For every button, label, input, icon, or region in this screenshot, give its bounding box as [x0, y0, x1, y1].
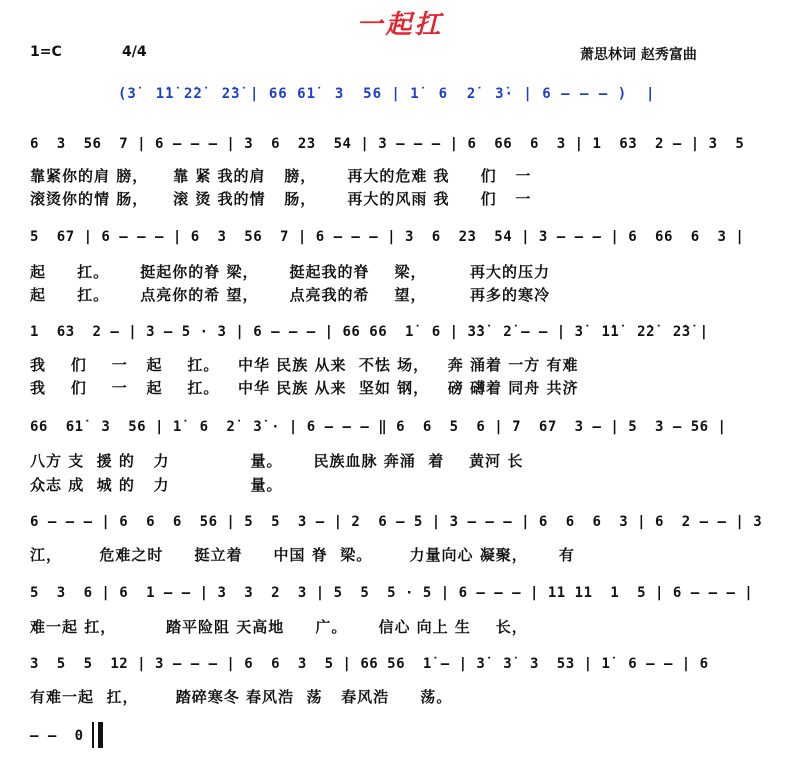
notation-row: 1 63 2 — | 3 — 5 · 3 | 6 — — — | 66 66 1̇ 6 | 3̇3̇ 2̇ — — | 3̇ 1̇1̇ 2̇2̇ 2̇3̇ | [30, 324, 709, 340]
song-title: 一起扛 [356, 10, 444, 40]
notation-row: 3 5 5 12 | 3 — — — | 6 6 3 5 | 66 56 1̇ — | 3̇ 3̇ 3 53 | 1̇ 6 — — | 6 [30, 656, 709, 672]
lyric-line: 起 扛。 挺起你的脊 梁， 挺起我的脊 梁， 再大的压力 [30, 263, 551, 281]
intro-notation: (3̇ 1̇1̇ 2̇2̇ 2̇3̇ | 66 61̇ 3 56 | 1̇ 6 2̇ 3̇· | 6 — — — ) | [118, 86, 656, 102]
lyric-line: 我 们 一 起 扛。 中华 民族 从来 不怯 场， 奔 涌着 一方 有难 [30, 356, 579, 374]
key-signature: 1=C [30, 44, 62, 60]
lyric-line: 滚烫你的情 肠， 滚 烫 我的情 肠， 再大的风雨 我 们 一 [30, 190, 532, 208]
notation-row: 6 3 56 7 | 6 — — — | 3 6 23 54 | 3 — — — | 6 66 6 3 | 1 63 2 — | 3 5 [30, 136, 745, 152]
credits: 萧思林词 赵秀富曲 [580, 47, 697, 63]
ending-notation: — — 0 [30, 728, 84, 744]
lyric-line: 难一起 扛， 踏平险阻 天高地 广。 信心 向上 生 长， [30, 618, 528, 636]
lyric-line: 众志 成 城 的 力 量。 [30, 476, 283, 494]
lyric-line: 江， 危难之时 挺立着 中国 脊 梁。 力量向心 凝聚， 有 [30, 546, 575, 564]
lyric-line: 我 们 一 起 扛。 中华 民族 从来 坚如 钢， 磅 礴着 同舟 共济 [30, 379, 579, 397]
notation-row: 6 — — — | 6 6 6 56 | 5 5 3 — | 2 6 — 5 | 3 — — — | 6 6 6 3 | 6 2 — — | 3 [30, 514, 763, 530]
time-signature: 4/4 [122, 44, 147, 60]
lyric-line: 靠紧你的肩 膀， 靠 紧 我的肩 膀， 再大的危难 我 们 一 [30, 167, 532, 185]
notation-row: 5 3 6 | 6 1 — — | 3 3 2 3 | 5 5 5 · 5 | 6 — — — | 11 11 1 5 | 6 — — — | [30, 585, 754, 601]
lyric-line: 八方 支 援 的 力 量。 民族血脉 奔涌 着 黄河 长 [30, 452, 524, 470]
final-barline-thin [92, 722, 94, 748]
final-barline-thick [98, 722, 103, 748]
lyric-line: 起 扛。 点亮你的希 望， 点亮我的希 望， 再多的寒冷 [30, 286, 551, 304]
notation-row: 66 61̇ 3 56 | 1̇ 6 2̇ 3̇ · | 6 — — — ‖ 6 6 5 6 | 7 67 3 — | 5 3 — 56 | [30, 419, 727, 435]
lyric-line: 有难一起 扛， 踏碎寒冬 春风浩 荡 春风浩 荡。 [30, 688, 453, 706]
notation-row: 5 67 | 6 — — — | 6 3 56 7 | 6 — — — | 3 6 23 54 | 3 — — — | 6 66 6 3 | [30, 229, 745, 245]
